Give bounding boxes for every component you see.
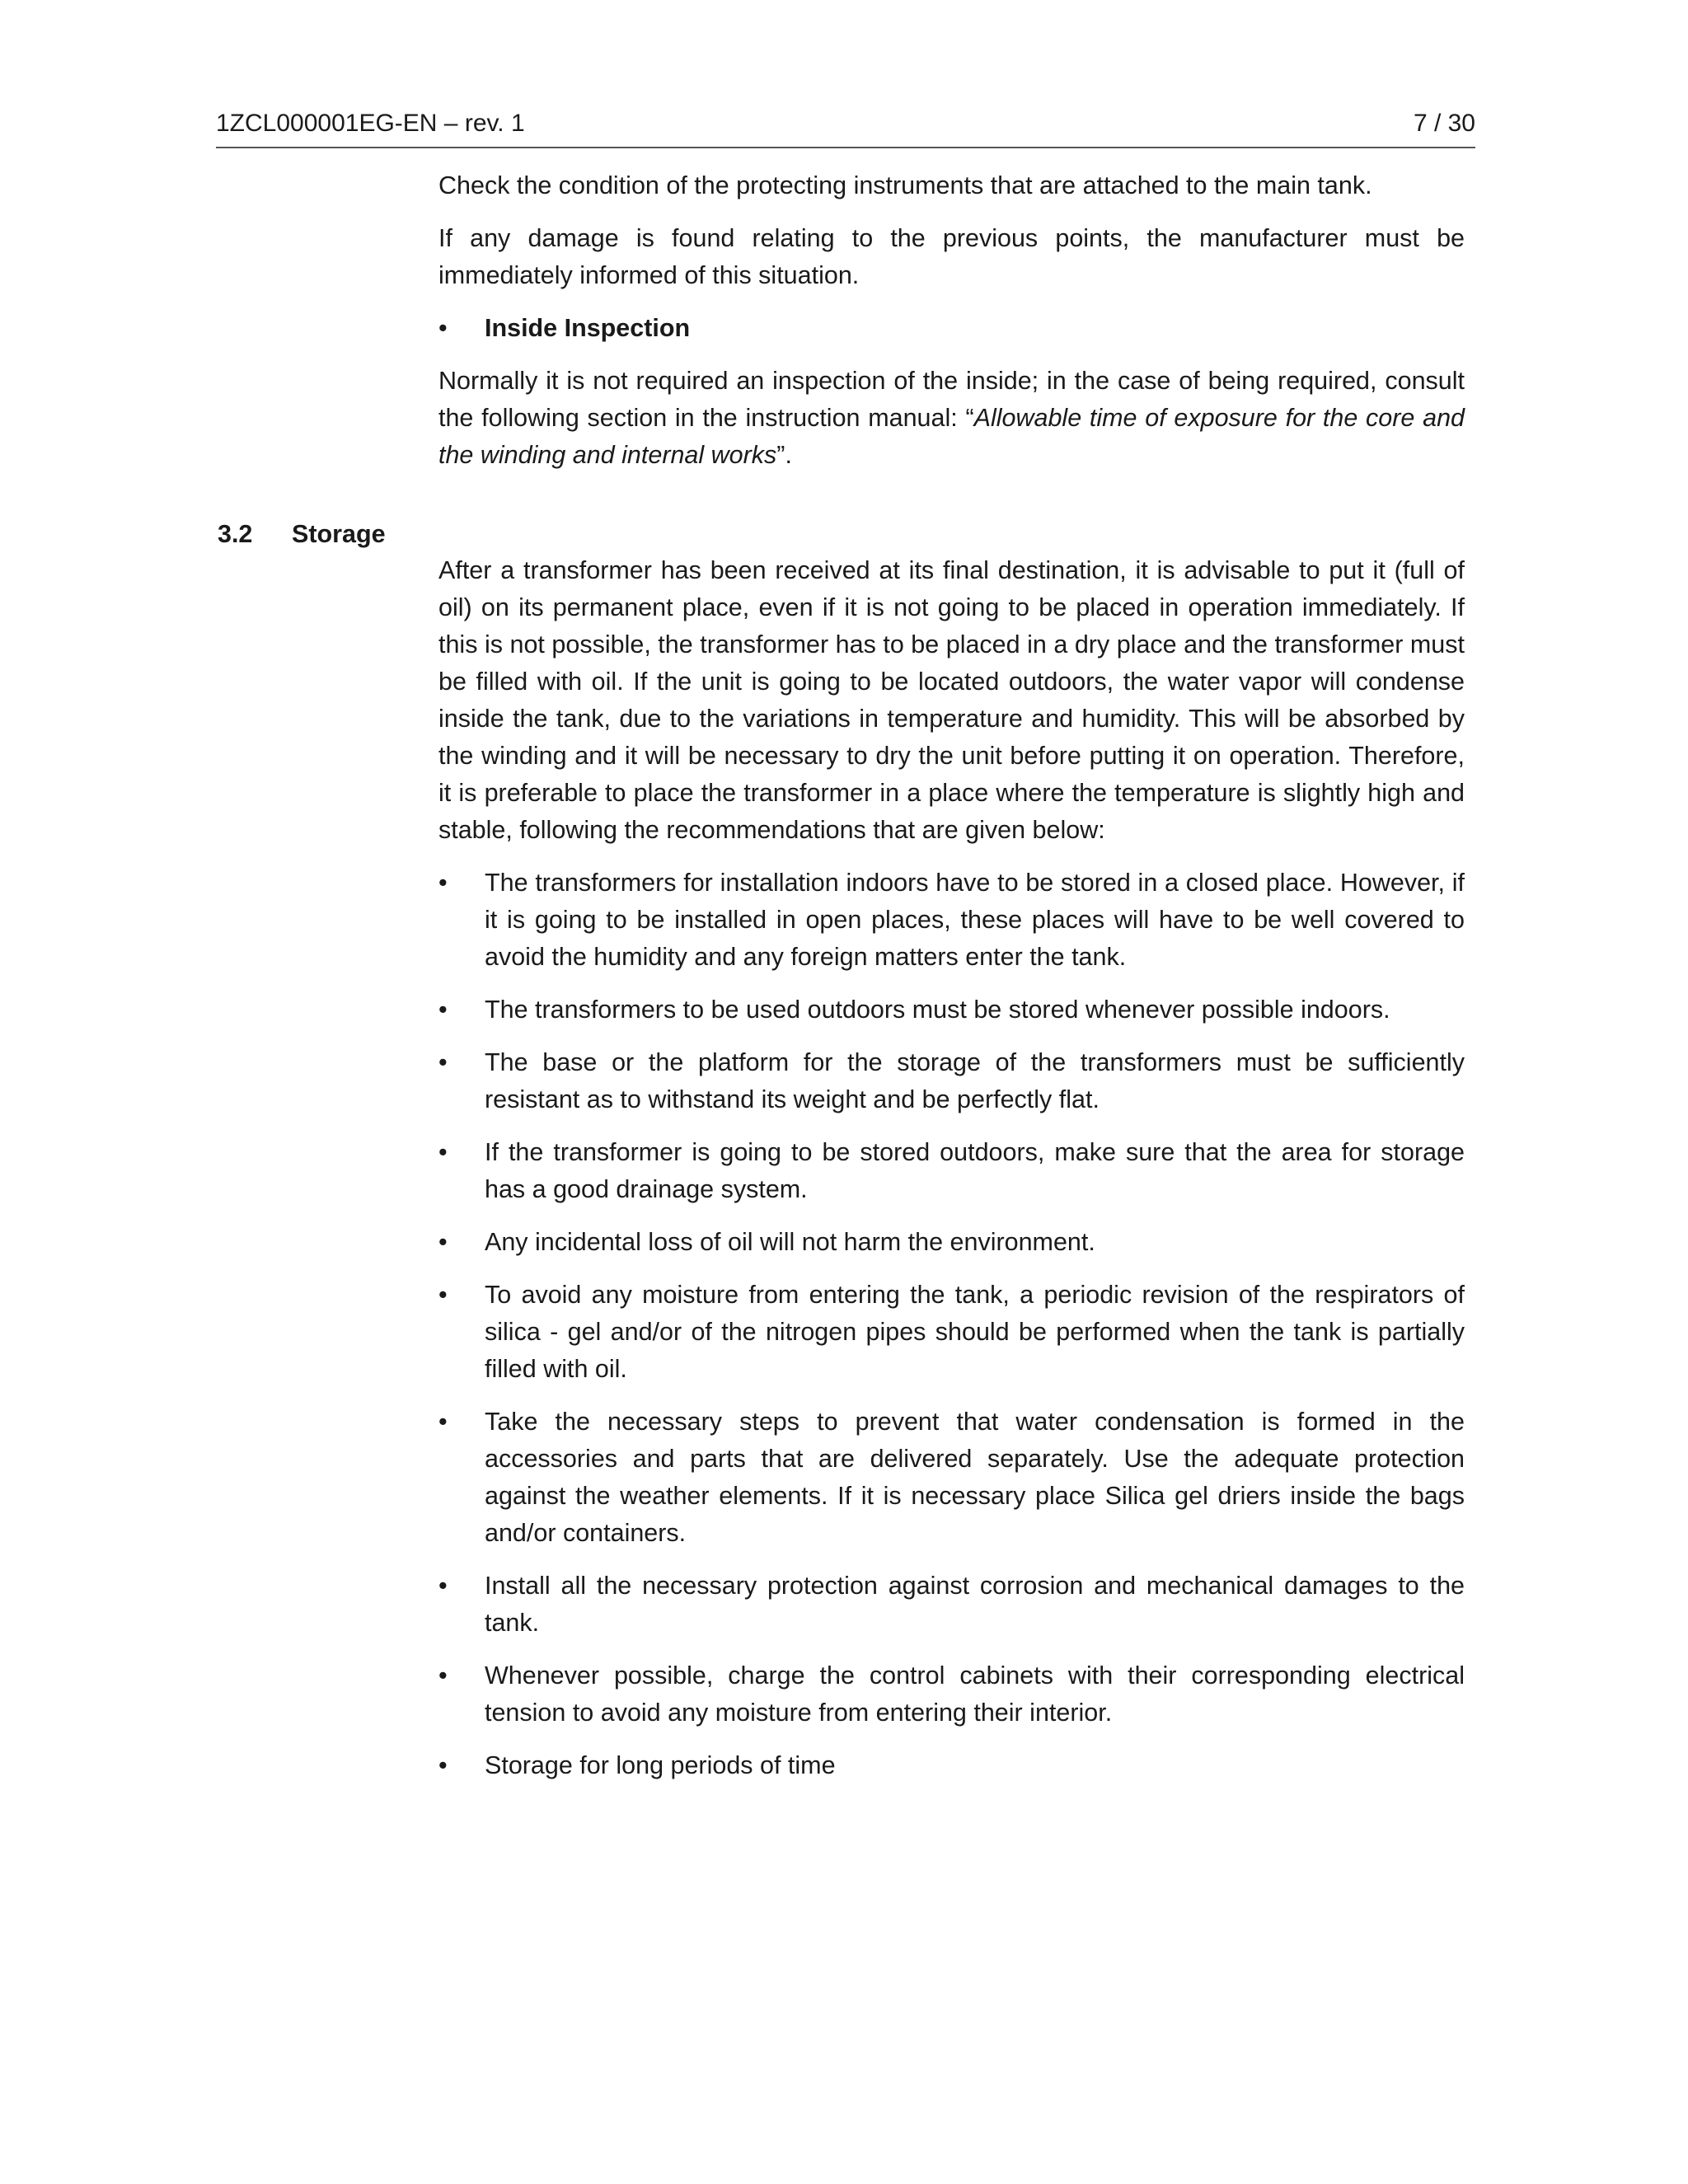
bullet-marker: • [438,1661,448,1690]
list-item-text: Storage for long periods of time [485,1751,836,1779]
inside-inspection-item [438,310,1465,347]
inside-inspection-title: Inside Inspection [485,314,691,342]
list-item [438,865,1465,976]
list-item-text: To avoid any moisture from entering the tank, a periodic revision of the respirators of silica - gel and/or of the nitrogen pipes should be performed when the tank is partially filled with oil. [485,1281,1465,1383]
page-number: 7 / 30 [1413,110,1475,137]
storage-recommendations-list [438,865,1465,1784]
inspection-text-italic: Allowable time of exposure for the core and the winding and internal works [438,404,1465,469]
inside-inspection-list [438,310,1465,347]
intro-block [438,167,1465,474]
list-item [438,1568,1465,1642]
bullet-marker: • [438,1281,448,1309]
list-item [438,1657,1465,1732]
section-heading-storage [218,518,386,551]
list-item-text: Take the necessary steps to prevent that water condensation is formed in the accessories and parts that are delivered separately. Use the adequate protection against the weather elements. If it is necessary place Silica gel driers inside the bags and/or containers. [485,1408,1465,1547]
bullet-marker: • [438,314,448,342]
list-item [438,1277,1465,1388]
intro-paragraph-damage: If any damage is found relating to the previous points, the manufacturer must be immediately informed of this situation. [438,224,1465,289]
list-item-text: Install all the necessary protection against corrosion and mechanical damages to the tank. [485,1572,1465,1637]
list-item [438,1044,1465,1118]
list-item [438,1134,1465,1208]
list-item [438,1224,1465,1261]
bullet-marker: • [438,1228,448,1256]
storage-block [438,552,1465,1800]
page-header [216,107,1475,148]
bullet-marker: • [438,1572,448,1600]
list-item-text: The base or the platform for the storage of the transformers must be sufficiently resistant as to withstand its weight and be perfectly flat. [485,1048,1465,1113]
bullet-marker: • [438,1751,448,1779]
inspection-text-end: ”. [776,441,792,469]
inspection-text-start: Normally it is not required an inspection of the inside; in the case of being required, consult the following section in the instruction manual: “ [438,367,1465,432]
bullet-marker: • [438,1408,448,1436]
list-item [438,991,1465,1029]
section-title: Storage [292,520,386,548]
list-item [438,1404,1465,1552]
list-item-text: If the transformer is going to be stored outdoors, make sure that the area for storage has a good drainage system. [485,1138,1465,1203]
inside-inspection-paragraph [438,363,1465,474]
bullet-marker: • [438,869,448,897]
document-id: 1ZCL000001EG-EN – rev. 1 [216,110,525,137]
list-item-text: Any incidental loss of oil will not harm the environment. [485,1228,1095,1256]
intro-paragraph-instruments: Check the condition of the protecting instruments that are attached to the main tank. [438,171,1372,199]
section-number: 3.2 [218,520,253,548]
storage-paragraph: After a transformer has been received at its final destination, it is advisable to put it (full of oil) on its permanent place, even if it is not going to be placed in operation immediately. If this is not possible, the transformer has to be placed in a dry place and the transformer must be filled with oil. If the unit is going to be located outdoors, the water vapor will condense inside the tank, due to the variations in temperature and humidity. This will be absorbed by the winding and it will be necessary to dry the unit before putting it on operation. Therefore, it is preferable to place the transformer in a place where the temperature is slightly high and stable, following the recommendations that are given below: [438,556,1465,844]
list-item [438,1747,1465,1784]
bullet-marker: • [438,996,448,1024]
list-item-text: The transformers for installation indoors have to be stored in a closed place. However, if it is going to be installed in open places, these places will have to be well covered to avoid the humidity and any foreign matters enter the tank. [485,869,1465,971]
bullet-marker: • [438,1138,448,1166]
bullet-marker: • [438,1048,448,1076]
list-item-text: Whenever possible, charge the control cabinets with their corresponding electrical tension to avoid any moisture from entering their interior. [485,1661,1465,1727]
list-item-text: The transformers to be used outdoors must be stored whenever possible indoors. [485,996,1390,1024]
